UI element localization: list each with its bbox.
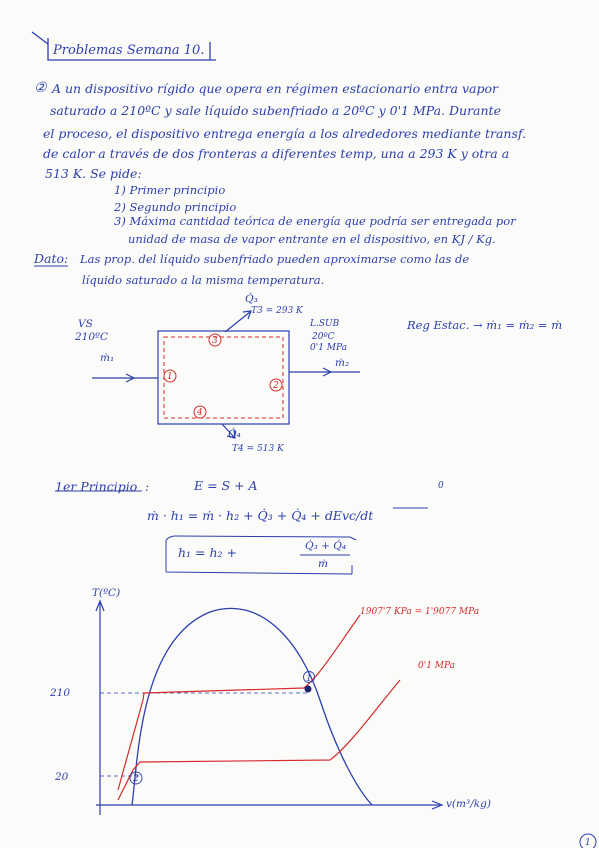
problem-line-1: A un dispositivo rígido que opera en régimen estacionario entra vapor (52, 81, 498, 96)
zero-superscript: 0 (438, 481, 444, 491)
outlet-state-2: 20ºC (312, 332, 335, 342)
y-tick-210: 210 (50, 687, 71, 699)
eq3-denominator: ṁ (318, 558, 328, 570)
isobar-low (118, 680, 400, 800)
device-body (158, 331, 289, 424)
task-3-cont: unidad de masa de vapor entrante en el dispositivo, en KJ / Kg. (128, 232, 496, 246)
note-label: Dato: (34, 251, 69, 266)
isobar-high (118, 615, 360, 790)
state-2-label: 2 (133, 774, 139, 784)
boundary-3: 3 (212, 336, 218, 346)
outlet-state-1: L.SUB (310, 319, 340, 329)
problem-number: ② (34, 80, 47, 96)
mass-in-label: ṁ₁ (100, 352, 115, 364)
enthalpy-equation: h₁ = h₂ + (178, 545, 237, 560)
note-line-1: Las prop. del líquido subenfriado pueden aproximarse como las de (80, 252, 470, 266)
page-title: Problemas Semana 10. (53, 43, 205, 58)
saturation-dome (132, 608, 372, 805)
inlet-state-2: 210ºC (75, 331, 109, 343)
outlet-state-3: 0'1 MPa (310, 343, 348, 353)
problem-line-4: de calor a través de dos fronteras a diferentes temp, una a 293 K y otra a (43, 146, 510, 161)
y-tick-20: 20 (55, 771, 69, 783)
state-1-label: 1 (306, 674, 312, 684)
mass-out-label: ṁ₂ (335, 357, 350, 369)
note-line-2: líquido saturado a la misma temperatura. (82, 273, 325, 287)
control-volume (164, 337, 283, 418)
boundary-1: 1 (167, 372, 173, 382)
isobar-low-label: 0'1 MPa (418, 661, 456, 671)
boundary-2: 2 (273, 381, 279, 391)
task-2: 2) Segundo principio (114, 200, 237, 214)
eq3-numerator: Q̇₃ + Q̇₄ (305, 540, 347, 552)
boundary-4: 4 (197, 408, 203, 418)
energy-balance: E = S + A (194, 478, 258, 493)
q3-temp: T3 = 293 K (251, 306, 303, 316)
q4-temp: T4 = 513 K (232, 444, 284, 454)
first-principle-heading: 1er Principio (55, 479, 138, 494)
q3-label: Q̇₃ (245, 293, 258, 305)
task-3: 3) Máxima cantidad teórica de energía que podría ser entregada por (114, 214, 516, 228)
q3-arrow (225, 312, 250, 332)
notebook-page: Problemas Semana 10. ② A un dispositivo rígido que opera en régimen estacionario entra vapor saturado a 210ºC y sale líquido subenfriado a 20ºC y 0'1 MPa. Durante el proceso, el dispositivo entrega energía a los alrededores mediante transf. de calor a través de dos fronteras a diferentes temp, una a 293 K y otra a 513 K. Se pide: 1) Primer principio 2) Segundo principio 3) Máxima cantidad teórica de energía que podría ser entregada por unidad de masa de vapor entrante en el dispositivo, en KJ / Kg. Dato: Las prop. del líquido subenfriado pueden aproximarse como las de líquido saturado a la misma temperatura. Q̇₃ T3 = 293 K VS 210ºC ṁ₁ L.SUB 20ºC 0'1 MPa ṁ₂ 3 1 2 4 Q̇₄ T4 = 513 K Reg Estac. → ṁ₁ = ṁ₂ = ṁ 1er Principio : E = S + A ṁ · h₁ = ṁ · h₂ + Q̇₃ + Q̇₄ + dEvc/dt 0 h₁ = h₂ + Q̇₃ + Q̇₄ ṁ T(ºC) v(m³/kg) 210 20 1907'7 KPa = 1'9077 MPa 0'1 MPa 1 2 1 (0, 0, 599, 848)
energy-equation: ṁ · h₁ = ṁ · h₂ + Q̇₃ + Q̇₄ + dEvc/dt (147, 508, 374, 523)
inlet-state-1: VS (78, 318, 93, 330)
state-point-1 (305, 686, 312, 693)
problem-line-5: 513 K. Se pide: (45, 166, 142, 181)
q4-label: Q̇₄ (228, 428, 241, 440)
page-number: 1 (585, 838, 591, 848)
problem-line-2: saturado a 210ºC y sale líquido subenfriado a 20ºC y 0'1 MPa. Durante (50, 103, 501, 118)
x-axis-label: v(m³/kg) (446, 798, 491, 810)
y-axis-label: T(ºC) (92, 587, 121, 599)
task-1: 1) Primer principio (114, 183, 226, 197)
steady-state-note: Reg Estac. → ṁ₁ = ṁ₂ = ṁ (407, 318, 563, 332)
problem-line-3: el proceso, el dispositivo entrega energía a los alrededores mediante transf. (43, 126, 527, 141)
isobar-high-label: 1907'7 KPa = 1'9077 MPa (360, 607, 480, 617)
